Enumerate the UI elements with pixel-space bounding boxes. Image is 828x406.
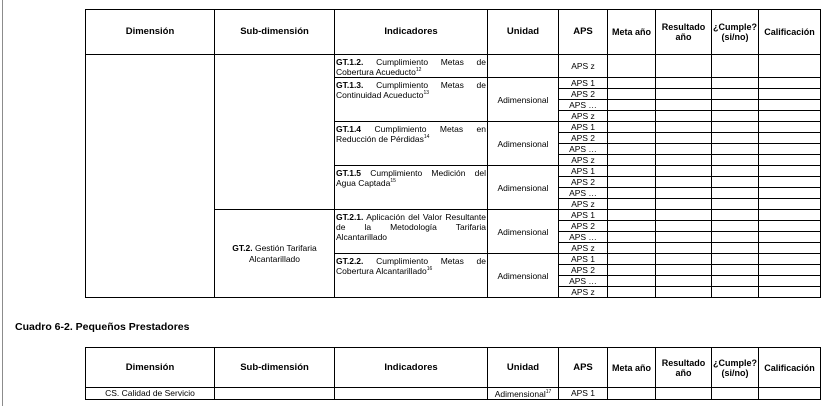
aps-cell: APS 2	[559, 177, 608, 188]
goal-year-cell	[608, 388, 656, 400]
page-edge	[2, 0, 3, 406]
subdimension-code: GT.2.	[232, 242, 253, 253]
goal-year-cell	[608, 265, 656, 276]
header-aps: APS	[559, 348, 608, 388]
footnote-mark: 17	[545, 389, 552, 395]
result-year-cell	[656, 166, 712, 177]
header-result-year: Resultado año	[656, 10, 712, 55]
rating-cell	[759, 276, 821, 287]
rating-cell	[759, 111, 821, 122]
result-year-cell	[656, 287, 712, 298]
header-result-year: Resultado año	[656, 348, 712, 388]
goal-year-cell	[608, 78, 656, 89]
indicator-text: Aplicación del Valor Resultante de la Metodología Tarifaria Alcantarillado	[336, 212, 486, 242]
goal-year-cell	[608, 232, 656, 243]
goal-year-cell	[608, 188, 656, 199]
indicator-code: GT.1.2.	[336, 57, 364, 67]
result-year-cell	[656, 78, 712, 89]
header-indicators: Indicadores	[335, 10, 488, 55]
header-dimension: Dimensión	[86, 348, 215, 388]
complies-cell	[712, 155, 759, 166]
header-complies: ¿Cumple? (si/no)	[712, 10, 759, 55]
result-year-cell	[656, 254, 712, 265]
aps-cell: APS z	[559, 199, 608, 210]
aps-cell: APS 2	[559, 221, 608, 232]
complies-cell	[712, 111, 759, 122]
footnote-mark: 16	[426, 266, 433, 273]
header-indicators: Indicadores	[335, 348, 488, 388]
result-year-cell	[656, 388, 712, 400]
indicator-text: Cumplimiento Medición del Agua Captada	[336, 168, 486, 188]
indicator-text: Cumplimiento Metas de Cobertura Acueducto	[336, 57, 486, 77]
complies-cell	[712, 89, 759, 100]
complies-cell	[712, 388, 759, 400]
rating-cell	[759, 199, 821, 210]
rating-cell	[759, 243, 821, 254]
aps-cell: APS z	[559, 111, 608, 122]
aps-cell: APS …	[559, 276, 608, 287]
indicator-cell	[335, 122, 488, 166]
indicator-cell	[335, 388, 488, 400]
indicator-cell	[335, 78, 488, 122]
complies-cell	[712, 144, 759, 155]
aps-cell: APS 1	[559, 254, 608, 265]
complies-cell	[712, 133, 759, 144]
unit-cell	[488, 388, 559, 400]
goal-year-cell	[608, 243, 656, 254]
goal-year-cell	[608, 199, 656, 210]
complies-cell	[712, 55, 759, 78]
complies-cell	[712, 100, 759, 111]
result-year-cell	[656, 177, 712, 188]
rating-cell	[759, 177, 821, 188]
rating-cell	[759, 210, 821, 221]
complies-cell	[712, 166, 759, 177]
footnote-mark: 12	[415, 67, 422, 74]
complies-cell	[712, 243, 759, 254]
header-rating: Calificación	[759, 10, 821, 55]
goal-year-cell	[608, 155, 656, 166]
goal-year-cell	[608, 166, 656, 177]
result-year-cell	[656, 89, 712, 100]
rating-cell	[759, 221, 821, 232]
result-year-cell	[656, 188, 712, 199]
indicator-cell	[335, 210, 488, 254]
subdimension-cell	[215, 55, 335, 210]
result-year-cell	[656, 210, 712, 221]
unit-cell: Adimensional	[488, 78, 559, 122]
goal-year-cell	[608, 100, 656, 111]
rating-cell	[759, 254, 821, 265]
unit-cell: Adimensional	[488, 210, 559, 254]
indicator-cell	[335, 254, 488, 298]
header-complies: ¿Cumple? (si/no)	[712, 348, 759, 388]
complies-cell	[712, 122, 759, 133]
goal-year-cell	[608, 287, 656, 298]
rating-cell	[759, 155, 821, 166]
goal-year-cell	[608, 89, 656, 100]
indicator-cell	[335, 55, 488, 78]
indicator-code: GT.2.1.	[336, 212, 364, 222]
goal-year-cell	[608, 122, 656, 133]
dimension-cell: CS. Calidad de Servicio	[86, 388, 215, 400]
indicator-text: Cumplimiento Metas de Continuidad Acueducto	[336, 80, 486, 100]
complies-cell	[712, 254, 759, 265]
complies-cell	[712, 276, 759, 287]
header-rating: Calificación	[759, 348, 821, 388]
indicator-code: GT.1.4	[336, 124, 362, 134]
result-year-cell	[656, 122, 712, 133]
rating-cell	[759, 388, 821, 400]
aps-cell: APS …	[559, 188, 608, 199]
table-header-row	[86, 10, 821, 55]
rating-cell	[759, 122, 821, 133]
complies-cell	[712, 221, 759, 232]
subdimension-cell	[215, 388, 335, 400]
header-goal-year: Meta año	[608, 10, 656, 55]
rating-cell	[759, 166, 821, 177]
rating-cell	[759, 265, 821, 276]
indicator-code: GT.1.3.	[336, 80, 364, 90]
header-aps: APS	[559, 10, 608, 55]
unit-cell: Adimensional	[488, 122, 559, 166]
header-subdimension: Sub-dimensión	[215, 348, 335, 388]
aps-cell: APS …	[559, 144, 608, 155]
subdimension-text: Gestión Tarifaria Alcantarillado	[248, 242, 317, 264]
table-header-row	[86, 348, 821, 388]
footnote-mark: 14	[423, 134, 430, 141]
header-dimension: Dimensión	[86, 10, 215, 55]
complies-cell	[712, 265, 759, 276]
header-goal-year: Meta año	[608, 348, 656, 388]
result-year-cell	[656, 144, 712, 155]
rating-cell	[759, 100, 821, 111]
aps-cell: APS 1	[559, 122, 608, 133]
indicators-table-1	[85, 9, 821, 298]
goal-year-cell	[608, 144, 656, 155]
result-year-cell	[656, 155, 712, 166]
complies-cell	[712, 177, 759, 188]
unit-text: Adimensional	[494, 388, 546, 399]
goal-year-cell	[608, 254, 656, 265]
unit-cell	[488, 55, 559, 78]
header-subdimension: Sub-dimensión	[215, 10, 335, 55]
indicator-code: GT.2.2.	[336, 256, 364, 266]
goal-year-cell	[608, 55, 656, 78]
rating-cell	[759, 133, 821, 144]
aps-cell: APS 2	[559, 265, 608, 276]
result-year-cell	[656, 199, 712, 210]
unit-cell: Adimensional	[488, 254, 559, 298]
indicator-text: Cumplimiento Metas en Reducción de Pérdidas	[336, 124, 486, 144]
table-row	[86, 388, 821, 400]
indicator-code: GT.1.5	[336, 168, 362, 178]
subdimension-cell	[215, 210, 335, 298]
aps-cell: APS z	[559, 243, 608, 254]
aps-cell: APS 1	[559, 210, 608, 221]
result-year-cell	[656, 55, 712, 78]
result-year-cell	[656, 243, 712, 254]
footnote-mark: 15	[390, 178, 396, 185]
result-year-cell	[656, 276, 712, 287]
goal-year-cell	[608, 111, 656, 122]
rating-cell	[759, 287, 821, 298]
aps-cell: APS …	[559, 100, 608, 111]
complies-cell	[712, 78, 759, 89]
indicator-text: Cumplimiento Metas de Cobertura Alcantarillado	[336, 256, 486, 276]
result-year-cell	[656, 100, 712, 111]
goal-year-cell	[608, 133, 656, 144]
aps-cell: APS 1	[559, 388, 608, 400]
aps-cell: APS z	[559, 55, 608, 78]
header-unit: Unidad	[488, 10, 559, 55]
result-year-cell	[656, 232, 712, 243]
complies-cell	[712, 210, 759, 221]
header-unit: Unidad	[488, 348, 559, 388]
goal-year-cell	[608, 210, 656, 221]
result-year-cell	[656, 111, 712, 122]
unit-cell: Adimensional	[488, 166, 559, 210]
aps-cell: APS z	[559, 155, 608, 166]
table-row	[86, 55, 821, 78]
indicator-cell	[335, 166, 488, 210]
aps-cell: APS 2	[559, 133, 608, 144]
goal-year-cell	[608, 276, 656, 287]
table-caption: Cuadro 6-2. Pequeños Prestadores	[15, 321, 190, 333]
goal-year-cell	[608, 177, 656, 188]
aps-cell: APS 1	[559, 78, 608, 89]
aps-cell: APS 1	[559, 166, 608, 177]
dimension-cell	[86, 55, 215, 298]
rating-cell	[759, 144, 821, 155]
goal-year-cell	[608, 221, 656, 232]
complies-cell	[712, 199, 759, 210]
result-year-cell	[656, 265, 712, 276]
rating-cell	[759, 55, 821, 78]
indicators-table-2	[85, 347, 821, 400]
rating-cell	[759, 232, 821, 243]
rating-cell	[759, 78, 821, 89]
complies-cell	[712, 188, 759, 199]
complies-cell	[712, 287, 759, 298]
rating-cell	[759, 89, 821, 100]
complies-cell	[712, 232, 759, 243]
footnote-mark: 13	[423, 90, 429, 97]
result-year-cell	[656, 221, 712, 232]
rating-cell	[759, 188, 821, 199]
aps-cell: APS z	[559, 287, 608, 298]
aps-cell: APS 2	[559, 89, 608, 100]
aps-cell: APS …	[559, 232, 608, 243]
result-year-cell	[656, 133, 712, 144]
